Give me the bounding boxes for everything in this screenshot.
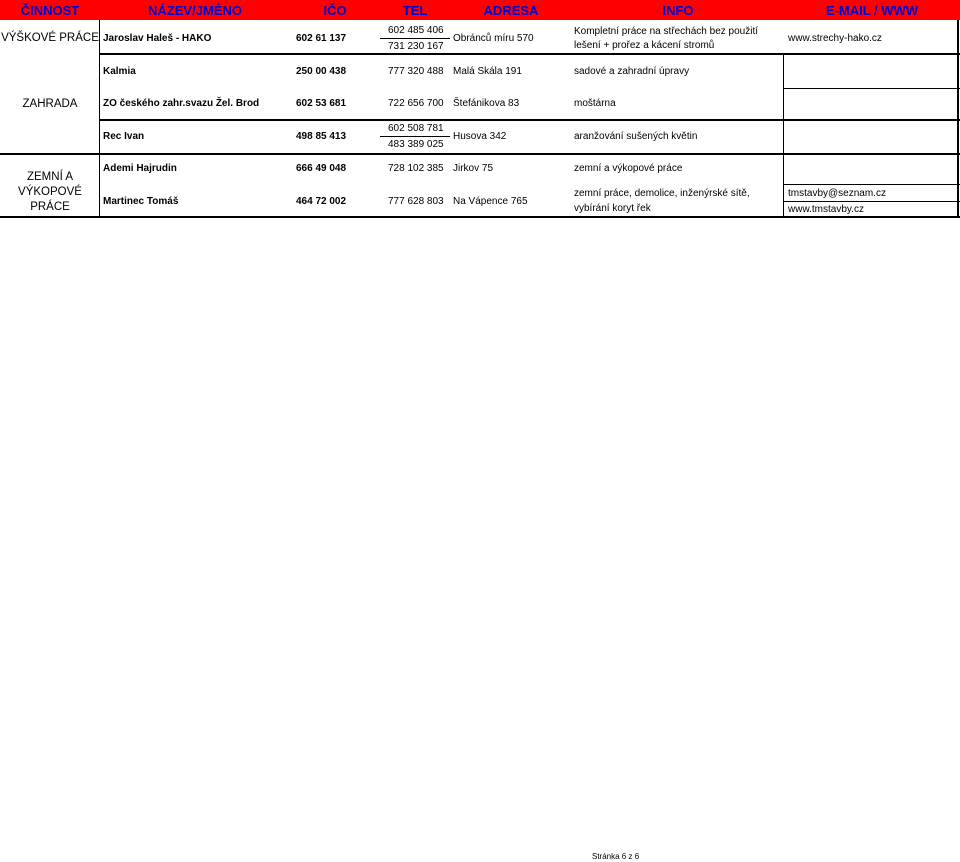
cell-ico: 666 49 048: [296, 163, 347, 174]
cell-info: zemní a výkopové práce: [574, 163, 683, 174]
cell-web-link[interactable]: www.strechy-hako.cz: [788, 33, 882, 44]
cell-ico: 250 00 438: [296, 66, 347, 77]
cell-info: moštárna: [574, 98, 616, 109]
cell-ico: 602 61 137: [296, 33, 347, 44]
cell-divider: [380, 38, 450, 39]
cell-info: vybírání koryt řek: [574, 203, 651, 214]
cell-divider: [380, 136, 450, 137]
col-header-name: NÁZEV/JMÉNO: [148, 3, 242, 18]
cell-address: Malá Skála 191: [453, 66, 522, 77]
table-header: [0, 0, 960, 20]
row-divider: [784, 184, 960, 185]
cell-web-link[interactable]: www.tmstavby.cz: [788, 204, 864, 215]
cell-tel: 602 508 781: [388, 123, 444, 134]
group-label-vyskove: VÝŠKOVÉ PRÁCE: [1, 32, 99, 44]
cell-name: Ademi Hajrudin: [103, 163, 177, 174]
row-divider: [100, 53, 960, 55]
cell-info: sadové a zahradní úpravy: [574, 66, 690, 77]
col-header-activity: ČINNOST: [20, 3, 80, 18]
cell-address: Obránců míru 570: [453, 33, 534, 44]
col-header-tel: TEL: [402, 3, 428, 18]
cell-tel: 731 230 167: [388, 41, 444, 52]
cell-email-link[interactable]: tmstavby@seznam.cz: [788, 188, 886, 199]
cell-name: Martinec Tomáš: [103, 196, 179, 207]
col-divider: [783, 53, 784, 218]
cell-info: lešení + prořez a kácení stromů: [574, 40, 715, 51]
cell-ico: 498 85 413: [296, 131, 347, 142]
cell-name: Rec Ivan: [103, 131, 145, 142]
cell-tel: 777 628 803: [388, 196, 444, 207]
row-divider: [784, 88, 960, 89]
cell-address: Na Vápence 765: [453, 196, 528, 207]
cell-name: Kalmia: [103, 66, 136, 77]
cell-info: Kompletní práce na střechách bez použití: [574, 26, 758, 37]
cell-address: Jirkov 75: [453, 163, 494, 174]
table-right-border: [957, 20, 959, 218]
cell-tel: 728 102 385: [388, 163, 444, 174]
cell-tel: 483 389 025: [388, 139, 444, 150]
cell-name: Jaroslav Haleš - HAKO: [103, 33, 212, 44]
group-label-zemni-line1: ZEMNÍ A: [26, 171, 73, 183]
row-divider: [100, 119, 960, 121]
group-label-zahrada: ZAHRADA: [22, 98, 78, 110]
col-header-address: ADRESA: [483, 3, 539, 18]
cell-tel: 777 320 488: [388, 66, 444, 77]
col-header-email: E-MAIL / WWW: [825, 3, 919, 18]
cell-tel: 602 485 406: [388, 25, 444, 36]
cell-info: zemní práce, demolice, inženýrské sítě,: [574, 188, 750, 199]
col-header-info: INFO: [662, 3, 694, 18]
cell-address: Husova 342: [453, 131, 507, 142]
cell-tel: 722 656 700: [388, 98, 444, 109]
cell-address: Štefánikova 83: [453, 98, 520, 109]
group-label-zemni-line2: VÝKOPOVÉ PRÁCE: [18, 186, 82, 213]
cell-divider: [784, 201, 960, 202]
page-number: Stránka 6 z 6: [592, 852, 640, 861]
col-header-ico: IČO: [323, 3, 347, 18]
cell-ico: 602 53 681: [296, 98, 347, 109]
table-bottom-border: [0, 216, 960, 218]
cell-name: ZO českého zahr.svazu Žel. Brod: [103, 98, 260, 109]
row-divider: [0, 153, 960, 155]
cell-ico: 464 72 002: [296, 196, 347, 207]
cell-info: aranžování sušených květin: [574, 131, 698, 142]
